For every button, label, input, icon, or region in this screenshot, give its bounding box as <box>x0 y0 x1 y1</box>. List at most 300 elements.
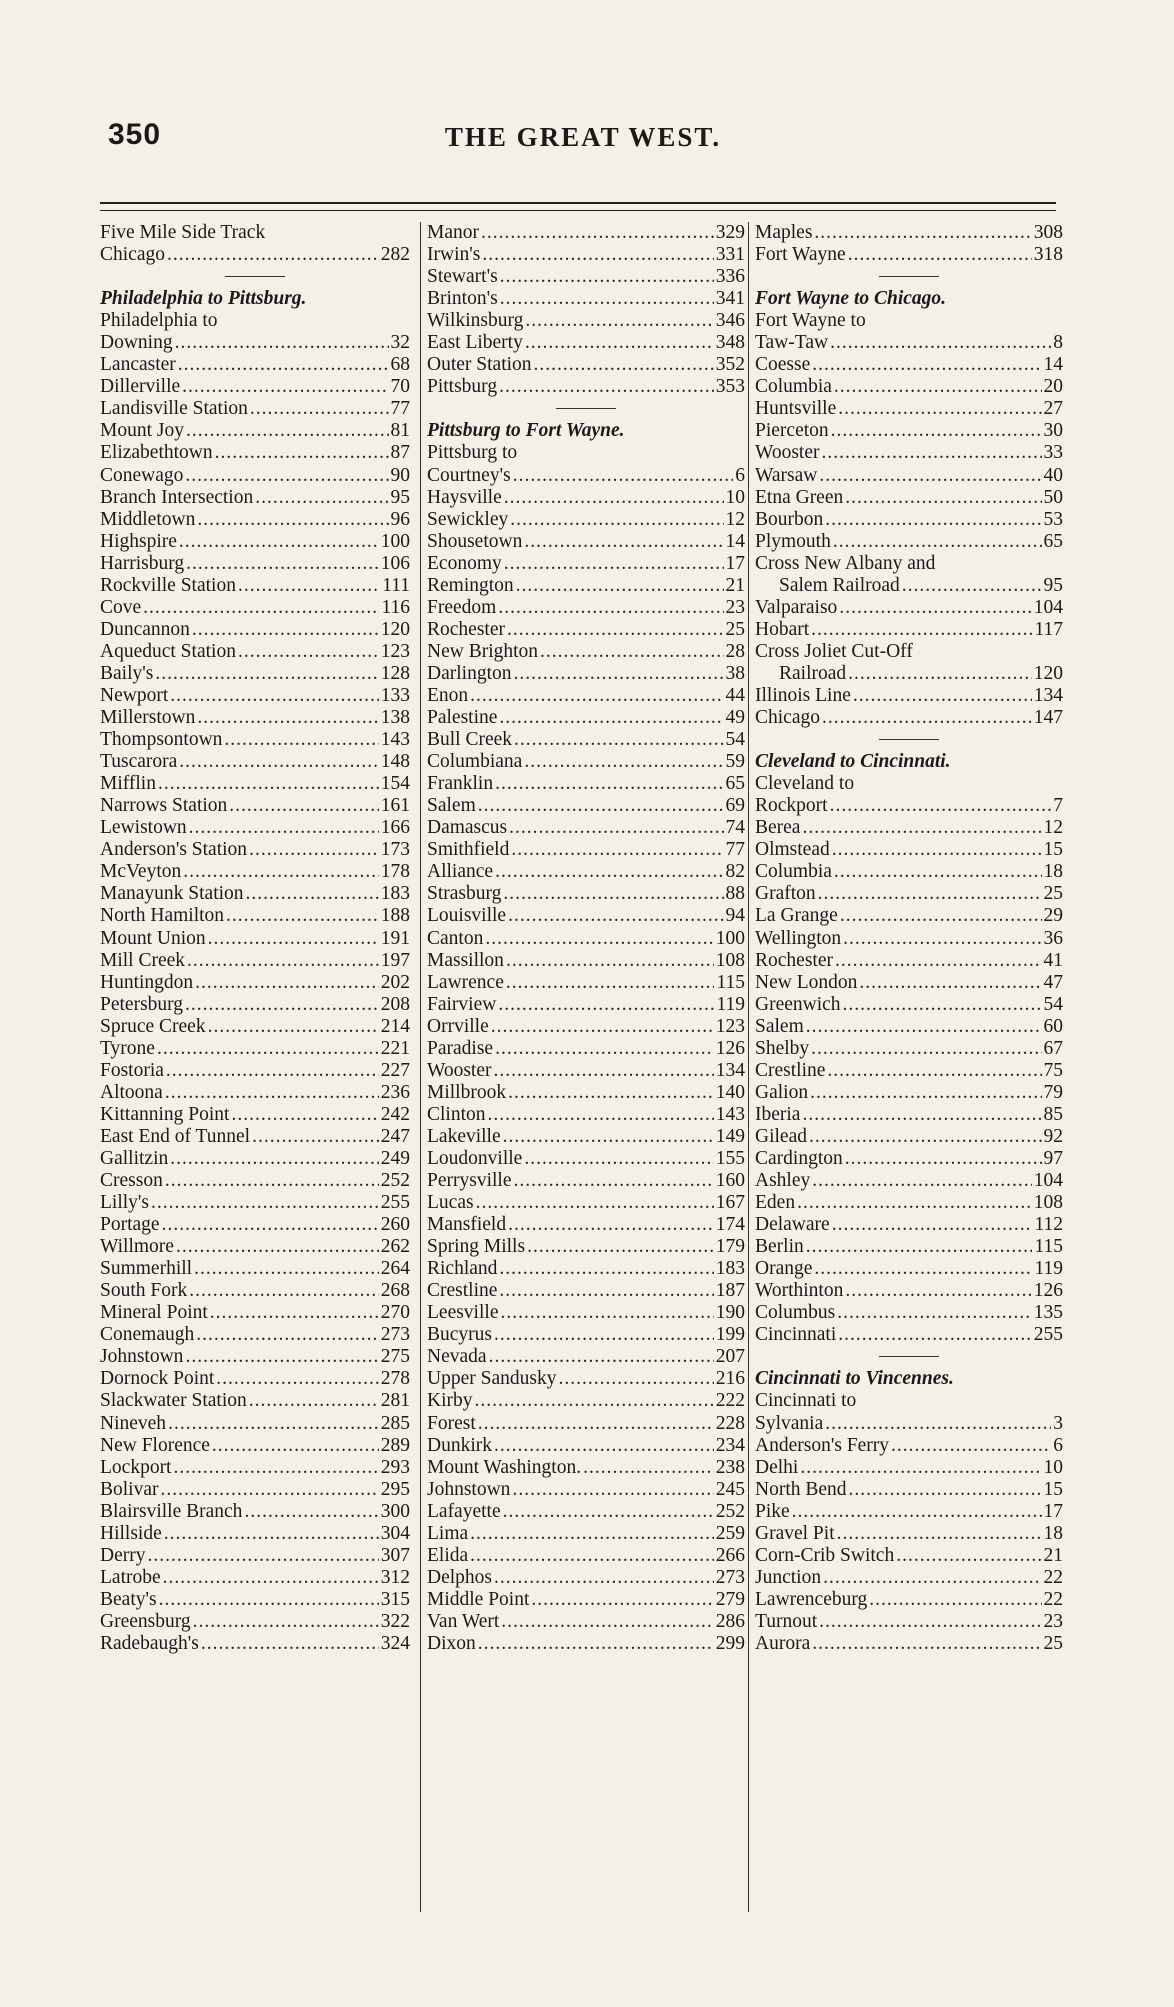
station-name: Chicago <box>755 707 820 729</box>
list-item <box>755 1104 1063 1126</box>
distance-value: 266 <box>715 1544 745 1566</box>
list-item <box>100 1567 410 1589</box>
distance-value: 75 <box>1043 1059 1063 1081</box>
dot-leader <box>811 619 1032 641</box>
station-name: Wooster <box>755 442 820 464</box>
distance-value: 285 <box>380 1412 410 1434</box>
list-item <box>755 1236 1063 1258</box>
route-origin: Pittsburg to <box>427 442 518 464</box>
list-item <box>427 1192 745 1214</box>
dot-leader <box>837 1523 1042 1545</box>
distance-value: 23 <box>725 596 745 618</box>
station-name: Wellington <box>755 927 842 949</box>
distance-value: 208 <box>380 993 410 1015</box>
list-item <box>755 1126 1063 1148</box>
list-item <box>100 928 410 950</box>
station-name: Taw-Taw <box>755 332 829 354</box>
station-name: Slackwater Station <box>100 1390 247 1412</box>
distance-value: 123 <box>380 640 410 662</box>
station-name: Perrysville <box>427 1170 512 1192</box>
station-name: Lawrence <box>427 971 504 993</box>
station-name: Rochester <box>755 949 833 971</box>
distance-value: 79 <box>1043 1081 1063 1103</box>
dot-leader <box>147 1545 378 1567</box>
list-item <box>755 487 1063 509</box>
dot-leader <box>834 376 1042 398</box>
station-name: Lima <box>427 1522 469 1544</box>
distance-value: 264 <box>380 1258 410 1280</box>
station-name: Tuscarora <box>100 751 178 773</box>
distance-value: 268 <box>380 1280 410 1302</box>
distance-value: 104 <box>1033 596 1063 618</box>
station-name: North Bend <box>755 1478 847 1500</box>
distance-value: 87 <box>390 442 410 464</box>
distance-value: 27 <box>1043 398 1063 420</box>
distance-value: 228 <box>715 1412 745 1434</box>
list-item <box>427 1567 745 1589</box>
station-name: Dillerville <box>100 376 181 398</box>
list-item <box>755 1611 1063 1633</box>
distance-value: 143 <box>715 1103 745 1125</box>
station-name: Huntsville <box>755 398 837 420</box>
dot-leader <box>183 861 379 883</box>
dot-leader <box>516 575 724 597</box>
distance-value: 108 <box>715 949 745 971</box>
dot-leader <box>478 1633 714 1655</box>
station-name: Branch Intersection <box>100 486 254 508</box>
dot-leader <box>216 1368 378 1390</box>
station-name: Sewickley <box>427 508 509 530</box>
dot-leader <box>499 1280 713 1302</box>
list-item <box>100 487 410 509</box>
list-item <box>755 1038 1063 1060</box>
dot-leader <box>249 839 379 861</box>
distance-value: 41 <box>1043 949 1063 971</box>
dot-leader <box>246 883 379 905</box>
list-item <box>427 1633 745 1655</box>
list-item <box>100 950 410 972</box>
list-item <box>100 1038 410 1060</box>
dot-leader <box>159 1589 379 1611</box>
list-item <box>100 442 410 464</box>
station-name: Petersburg <box>100 993 184 1015</box>
dot-leader <box>503 1126 714 1148</box>
station-name: Anderson's Station <box>100 839 248 861</box>
distance-value: 116 <box>381 596 410 618</box>
station-name: Delhi <box>755 1456 799 1478</box>
distance-value: 18 <box>1043 861 1063 883</box>
distance-value: 65 <box>725 773 745 795</box>
distance-value: 167 <box>715 1192 745 1214</box>
dot-leader <box>509 817 723 839</box>
station-name: Railroad <box>779 662 847 684</box>
distance-value: 134 <box>1033 684 1063 706</box>
section-heading: Cleveland to Cincinnati. <box>755 751 951 773</box>
list-item <box>427 1611 745 1633</box>
distance-value: 119 <box>1034 1258 1063 1280</box>
list-item <box>755 950 1063 972</box>
list-item <box>427 1523 745 1545</box>
dot-leader <box>802 817 1041 839</box>
list-item <box>100 905 410 927</box>
dot-leader <box>494 1060 714 1082</box>
list-item <box>427 1016 745 1038</box>
list-item <box>427 1038 745 1060</box>
station-name: Rockville Station <box>100 574 236 596</box>
list-item <box>100 597 410 619</box>
distance-value: 123 <box>715 1015 745 1037</box>
distance-value: 281 <box>380 1390 410 1412</box>
dot-leader <box>825 509 1041 531</box>
station-name: Johnstown <box>427 1478 511 1500</box>
station-name: Upper Sandusky <box>427 1368 557 1390</box>
station-name: Sylvania <box>755 1412 824 1434</box>
list-item <box>100 1479 410 1501</box>
station-name: Lewistown <box>100 817 187 839</box>
station-name: Van Wert <box>427 1610 500 1632</box>
dot-leader <box>504 553 724 575</box>
list-item <box>100 1258 410 1280</box>
list-item <box>427 972 745 994</box>
distance-value: 22 <box>1043 1588 1063 1610</box>
station-name: Pike <box>755 1500 790 1522</box>
list-item <box>100 619 410 641</box>
list-item <box>100 1170 410 1192</box>
list-item <box>755 376 1063 398</box>
station-name: Thompsontown <box>100 729 223 751</box>
distance-value: 32 <box>390 332 410 354</box>
station-name: Maples <box>755 222 813 243</box>
distance-value: 119 <box>716 993 745 1015</box>
station-name: Columbus <box>755 1302 836 1324</box>
distance-value: 22 <box>1043 1566 1063 1588</box>
distance-value: 20 <box>1043 376 1063 398</box>
station-name: Orange <box>755 1258 813 1280</box>
list-item <box>755 1501 1063 1523</box>
station-name: Nevada <box>427 1346 487 1368</box>
page-header <box>108 118 1058 158</box>
list-item <box>755 861 1063 883</box>
station-name: Mansfield <box>427 1214 507 1236</box>
list-item <box>427 619 745 641</box>
dot-leader <box>512 1479 713 1501</box>
station-name: Gallitzin <box>100 1147 169 1169</box>
station-name: Columbia <box>755 376 832 398</box>
dot-leader <box>843 994 1042 1016</box>
list-item <box>427 994 745 1016</box>
distance-value: 65 <box>1043 530 1063 552</box>
station-name: Mineral Point <box>100 1302 208 1324</box>
station-name: Junction <box>755 1566 822 1588</box>
distance-value: 183 <box>715 1258 745 1280</box>
distance-value: 15 <box>1043 1478 1063 1500</box>
station-name: New London <box>755 971 858 993</box>
distance-value: 77 <box>725 839 745 861</box>
distance-value: 187 <box>715 1280 745 1302</box>
list-item <box>100 553 410 575</box>
dot-leader <box>527 1236 714 1258</box>
list-item <box>100 883 410 905</box>
station-name: Bucyrus <box>427 1324 492 1346</box>
station-name: Eden <box>755 1192 796 1214</box>
distance-value: 14 <box>1043 354 1063 376</box>
distance-value: 111 <box>382 574 410 596</box>
list-item <box>427 354 745 376</box>
distance-value: 94 <box>725 905 745 927</box>
station-name: Clinton <box>427 1103 486 1125</box>
station-name: New Florence <box>100 1434 210 1456</box>
dot-leader <box>151 1192 379 1214</box>
distance-value: 270 <box>380 1302 410 1324</box>
section-heading: Fort Wayne to Chicago. <box>755 288 947 310</box>
dot-leader <box>158 773 379 795</box>
station-name: Stewart's <box>427 266 498 288</box>
dot-leader <box>513 663 723 685</box>
station-name: Summerhill <box>100 1258 193 1280</box>
distance-value: 149 <box>715 1125 745 1147</box>
list-item <box>100 1192 410 1214</box>
distance-value: 106 <box>380 552 410 574</box>
dot-leader <box>185 994 379 1016</box>
station-name: Tyrone <box>100 1037 155 1059</box>
dot-leader <box>143 597 379 619</box>
station-name: Gilead <box>755 1125 807 1147</box>
dot-leader <box>179 751 378 773</box>
distance-value: 190 <box>715 1302 745 1324</box>
list-item <box>755 1523 1063 1545</box>
distance-value: 341 <box>715 288 745 310</box>
distance-value: 28 <box>725 640 745 662</box>
distance-value: 120 <box>1033 662 1063 684</box>
dot-leader <box>249 1390 379 1412</box>
dot-leader <box>524 531 723 553</box>
distance-value: 140 <box>715 1081 745 1103</box>
dot-leader <box>168 1413 379 1435</box>
dot-leader <box>186 553 379 575</box>
dot-leader <box>902 575 1042 597</box>
list-item <box>755 442 1063 464</box>
dot-leader <box>478 795 724 817</box>
distance-value: 161 <box>380 795 410 817</box>
distance-value: 10 <box>725 486 745 508</box>
list-item <box>755 1479 1063 1501</box>
dot-leader <box>507 619 724 641</box>
list-item <box>427 1589 745 1611</box>
list-item <box>100 509 410 531</box>
dot-leader <box>513 465 734 487</box>
list-item <box>755 1280 1063 1302</box>
station-name: Richland <box>427 1258 498 1280</box>
distance-value: 308 <box>1033 222 1063 243</box>
dot-leader <box>488 1104 714 1126</box>
route-origin: Fort Wayne to <box>755 310 866 332</box>
dot-leader <box>800 1457 1041 1479</box>
list-item <box>755 244 1063 266</box>
list-item <box>755 795 1063 817</box>
list-item <box>427 487 745 509</box>
dot-leader <box>811 1038 1041 1060</box>
list-item <box>427 531 745 553</box>
distance-value: 178 <box>380 861 410 883</box>
dot-leader <box>827 1060 1041 1082</box>
distance-value: 7 <box>1053 795 1063 817</box>
list-item <box>427 729 745 751</box>
distance-value: 100 <box>715 927 745 949</box>
dot-leader <box>215 442 389 464</box>
station-name: Cincinnati <box>755 1324 837 1346</box>
list-item <box>427 641 745 663</box>
distance-value: 255 <box>1033 1324 1063 1346</box>
list-item <box>100 1589 410 1611</box>
dot-leader <box>250 398 389 420</box>
distance-value: 17 <box>725 552 745 574</box>
distance-value: 126 <box>715 1037 745 1059</box>
dot-leader <box>838 1324 1032 1346</box>
list-item <box>100 1324 410 1346</box>
distance-value: 8 <box>1053 332 1063 354</box>
list-item <box>100 729 410 751</box>
list-item <box>427 288 745 310</box>
distance-value: 275 <box>380 1346 410 1368</box>
dot-leader <box>809 1126 1042 1148</box>
dot-leader <box>806 1236 1033 1258</box>
list-item <box>427 1324 745 1346</box>
dot-leader <box>494 1567 714 1589</box>
list-item <box>755 1567 1063 1589</box>
dot-leader <box>185 1346 378 1368</box>
dot-leader <box>514 729 723 751</box>
distance-value: 117 <box>1034 618 1063 640</box>
dot-leader <box>176 1236 379 1258</box>
dot-leader <box>499 707 723 729</box>
dot-leader <box>166 1060 379 1082</box>
station-name: Greensburg <box>100 1610 191 1632</box>
list-item <box>427 332 745 354</box>
station-name: Mount Joy <box>100 420 184 442</box>
dot-leader <box>231 1104 378 1126</box>
distance-value: 134 <box>715 1059 745 1081</box>
section-divider <box>755 1346 1063 1368</box>
station-name: Illinois Line <box>755 684 851 706</box>
station-name: Downing <box>100 332 173 354</box>
station-name: Aqueduct Station <box>100 640 236 662</box>
distance-value: 47 <box>1043 971 1063 993</box>
distance-value: 115 <box>1034 1236 1063 1258</box>
station-name: Willmore <box>100 1236 174 1258</box>
station-name: Forest <box>427 1412 476 1434</box>
dot-leader <box>193 1611 379 1633</box>
station-name: Etna Green <box>755 486 844 508</box>
distance-value: 191 <box>380 927 410 949</box>
distance-value: 160 <box>715 1170 745 1192</box>
station-name: Orrville <box>427 1015 489 1037</box>
distance-value: 138 <box>380 707 410 729</box>
distance-value: 322 <box>380 1610 410 1632</box>
distance-value: 216 <box>715 1368 745 1390</box>
distance-value: 173 <box>380 839 410 861</box>
station-name: Berea <box>755 817 801 839</box>
dot-leader <box>500 1302 713 1324</box>
list-item <box>755 1170 1063 1192</box>
dot-leader <box>835 950 1042 972</box>
station-name: Dornock Point <box>100 1368 215 1390</box>
station-name: Mount Washington. <box>427 1456 582 1478</box>
list-item <box>755 663 1063 685</box>
list-item <box>427 928 745 950</box>
list-item <box>427 883 745 905</box>
station-name: Plymouth <box>755 530 831 552</box>
column-1 <box>100 222 410 1912</box>
section-divider <box>427 398 745 420</box>
dot-leader <box>197 707 378 729</box>
dot-leader <box>832 839 1042 861</box>
distance-value: 278 <box>380 1368 410 1390</box>
station-name: Latrobe <box>100 1566 161 1588</box>
dot-leader <box>869 1589 1041 1611</box>
dot-leader <box>161 1479 379 1501</box>
list-item <box>100 641 410 663</box>
list-item <box>427 1104 745 1126</box>
dot-leader <box>498 597 723 619</box>
station-name: Duncannon <box>100 618 190 640</box>
dot-leader <box>499 1258 713 1280</box>
list-item <box>755 597 1063 619</box>
header-rule-thick <box>100 202 1056 204</box>
list-item <box>100 751 410 773</box>
running-title: THE GREAT WEST. <box>444 122 722 152</box>
station-name: Massillon <box>427 949 504 971</box>
distance-value: 95 <box>390 486 410 508</box>
distance-value: 318 <box>1033 244 1063 266</box>
distance-value: 38 <box>725 662 745 684</box>
station-name: Damascus <box>427 817 508 839</box>
distance-value: 353 <box>715 376 745 398</box>
station-name: Olmstead <box>755 839 830 861</box>
station-name: Worthinton <box>755 1280 844 1302</box>
list-item <box>100 1236 410 1258</box>
station-name: Bull Creek <box>427 729 513 751</box>
dot-leader <box>489 1346 714 1368</box>
station-name: Lucas <box>427 1192 474 1214</box>
list-item <box>427 222 745 244</box>
distance-value: 104 <box>1033 1170 1063 1192</box>
list-item <box>755 1060 1063 1082</box>
dot-leader <box>812 1170 1032 1192</box>
dot-leader <box>178 354 389 376</box>
station-name: Corn-Crib Switch <box>755 1544 895 1566</box>
station-name: Mifflin <box>100 773 156 795</box>
station-name: Economy <box>427 552 502 574</box>
distance-value: 25 <box>725 618 745 640</box>
distance-value: 245 <box>715 1478 745 1500</box>
dot-leader <box>848 663 1032 685</box>
station-name: Paradise <box>427 1037 494 1059</box>
list-item <box>755 465 1063 487</box>
distance-value: 59 <box>725 751 745 773</box>
distance-value: 23 <box>1043 1610 1063 1632</box>
distance-value: 242 <box>380 1103 410 1125</box>
dot-leader <box>524 751 723 773</box>
list-item <box>427 861 745 883</box>
list-item <box>100 1214 410 1236</box>
list-item <box>755 509 1063 531</box>
distance-value: 54 <box>1043 993 1063 1015</box>
distance-value: 148 <box>380 751 410 773</box>
list-item <box>427 1126 745 1148</box>
distance-value: 179 <box>715 1236 745 1258</box>
dot-leader <box>583 1457 714 1479</box>
dot-leader <box>845 1148 1042 1170</box>
